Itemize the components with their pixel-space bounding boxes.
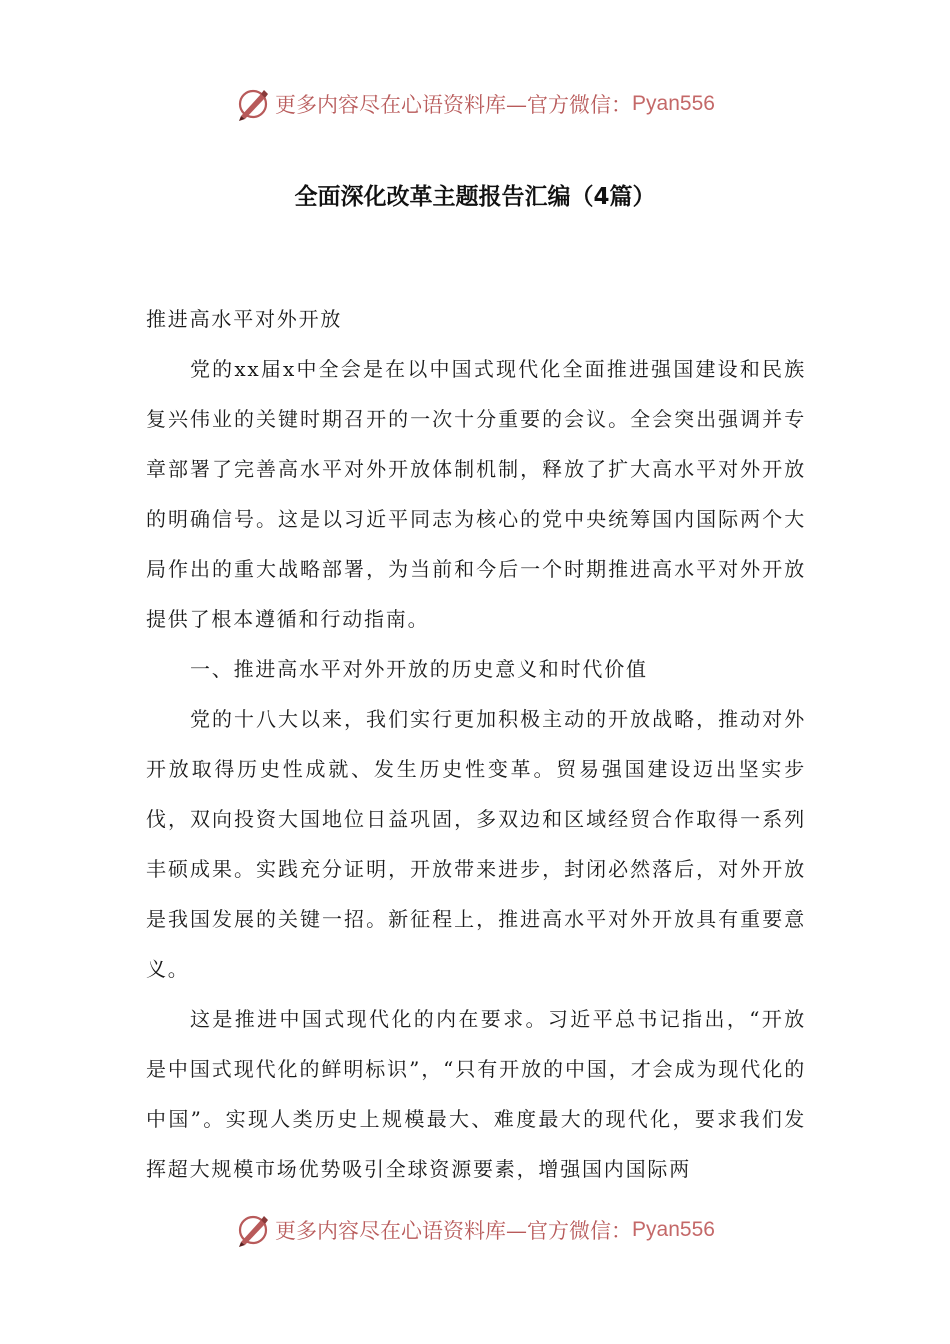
document-body [146, 294, 806, 1194]
banner-text: 更多内容尽在心语资料库—官方微信： [275, 93, 633, 117]
footer-banner [0, 1210, 950, 1250]
header-banner [0, 84, 950, 124]
pen-logo-icon [235, 86, 271, 122]
banner-wechat-id: Pyan556 [632, 92, 715, 115]
section-heading: 推进高水平对外开放 [146, 307, 343, 331]
document-title: 全面深化改革主题报告汇编（4篇） [294, 184, 656, 210]
paragraph: 这是推进中国式现代化的内在要求。习近平总书记指出，“开放是中国式现代化的鲜明标识”，“只有开放的中国，才会成为现代化的中国”。实现人类历史上规模最大、难度最大的现代化，要求我们发挥超大规模市场优势吸引全球资源要素，增强国内国际两 [146, 1007, 806, 1181]
subsection-heading: 一、推进高水平对外开放的历史意义和时代价值 [190, 657, 648, 681]
paragraph: 党的十八大以来，我们实行更加积极主动的开放战略，推动对外开放取得历史性成就、发生历史性变革。贸易强国建设迈出坚实步伐，双向投资大国地位日益巩固，多双边和区域经贸合作取得一系列丰硕成果。实践充分证明，开放带来进步，封闭必然落后，对外开放是我国发展的关键一招。新征程上，推进高水平对外开放具有重要意义。 [146, 707, 806, 981]
banner-wechat-id: Pyan556 [632, 1218, 715, 1241]
paragraph: 党的xx届x中全会是在以中国式现代化全面推进强国建设和民族复兴伟业的关键时期召开的一次十分重要的会议。全会突出强调并专章部署了完善高水平对外开放体制机制，释放了扩大高水平对外开放的明确信号。这是以习近平同志为核心的党中央统筹国内国际两个大局作出的重大战略部署，为当前和今后一个时期推进高水平对外开放提供了根本遵循和行动指南。 [146, 357, 806, 631]
pen-logo-icon [235, 1212, 271, 1248]
banner-text: 更多内容尽在心语资料库—官方微信： [275, 1219, 633, 1243]
